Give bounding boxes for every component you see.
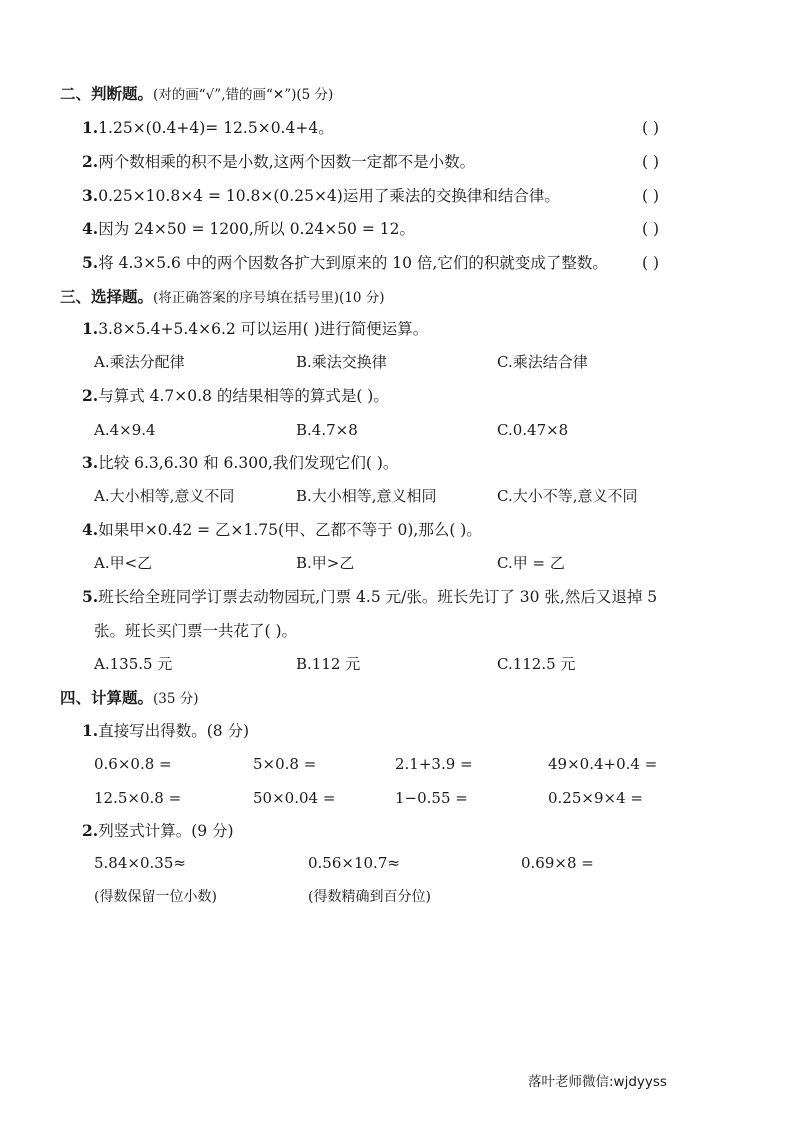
calc-question-1	[82, 721, 249, 741]
choice-question-text: 3.8×5.4+5.4×6.2 可以运用( )进行简便运算。	[98, 320, 429, 338]
choice-option-4c[interactable]: C.甲 = 乙	[497, 554, 565, 572]
judge-item-number: 3.	[82, 186, 99, 205]
judge-item-number: 4.	[82, 219, 99, 238]
judge-answer-box-4[interactable]: ( )	[642, 220, 660, 238]
judge-item-text: 1.25×(0.4+4)= 12.5×0.4+4。	[98, 119, 334, 137]
section-4-title: 四、计算题。	[60, 688, 154, 707]
oral-calc-item[interactable]: 0.6×0.8 =	[94, 755, 172, 773]
vertical-calc-item[interactable]: 0.69×8 =	[521, 854, 594, 872]
judge-item-text: 0.25×10.8×4 = 10.8×(0.25×4)运用了乘法的交换律和结合律。	[98, 187, 560, 205]
oral-calc-item[interactable]: 0.25×9×4 =	[548, 789, 643, 807]
oral-calc-item[interactable]: 5×0.8 =	[253, 755, 317, 773]
judge-item-3	[82, 186, 560, 206]
section-2-heading	[60, 84, 333, 105]
calc-question-2	[82, 821, 234, 841]
oral-calc-item[interactable]: 50×0.04 =	[253, 789, 336, 807]
judge-answer-box-5[interactable]: ( )	[642, 254, 660, 272]
choice-question-1	[82, 319, 428, 339]
calc-question-text: 列竖式计算。(9 分)	[98, 822, 234, 840]
choice-option-5a[interactable]: A.135.5 元	[94, 655, 173, 673]
choice-question-number: 1.	[82, 319, 99, 338]
oral-calc-item[interactable]: 12.5×0.8 =	[94, 789, 182, 807]
choice-option-3c[interactable]: C.大小不等,意义不同	[497, 487, 638, 505]
vertical-calc-item[interactable]: 5.84×0.35≈	[94, 854, 186, 872]
section-4-heading	[60, 688, 199, 709]
footer-watermark: 落叶老师微信:wjdyyss	[528, 1074, 667, 1090]
choice-option-4a[interactable]: A.甲<乙	[94, 554, 153, 572]
section-2-note: (对的画“√”,错的画“✕”)(5 分)	[153, 87, 334, 103]
choice-option-2b[interactable]: B.4.7×8	[296, 421, 358, 439]
oral-calc-item[interactable]: 49×0.4+0.4 =	[548, 755, 658, 773]
section-3-heading	[60, 287, 385, 308]
choice-question-number: 3.	[82, 453, 99, 472]
rounding-hint: (得数精确到百分位)	[308, 889, 431, 905]
choice-option-1c[interactable]: C.乘法结合律	[497, 353, 588, 371]
section-4-note: (35 分)	[153, 691, 199, 707]
vertical-calc-item[interactable]: 0.56×10.7≈	[308, 854, 400, 872]
judge-item-text: 因为 24×50 = 1200,所以 0.24×50 = 12。	[98, 220, 415, 238]
choice-question-text: 比较 6.3,6.30 和 6.300,我们发现它们( )。	[98, 454, 399, 472]
judge-item-5	[82, 253, 608, 273]
choice-option-4b[interactable]: B.甲>乙	[296, 554, 355, 572]
choice-option-3a[interactable]: A.大小相等,意义不同	[94, 487, 235, 505]
calc-question-number: 1.	[82, 721, 99, 740]
calc-question-text: 直接写出得数。(8 分)	[98, 722, 250, 740]
judge-item-number: 5.	[82, 253, 99, 272]
judge-item-1	[82, 118, 334, 138]
oral-calc-item[interactable]: 1−0.55 =	[395, 789, 468, 807]
rounding-hint: (得数保留一位小数)	[94, 889, 217, 905]
choice-question-2	[82, 386, 389, 406]
choice-question-4	[82, 520, 482, 540]
choice-option-3b[interactable]: B.大小相等,意义相同	[296, 487, 437, 505]
judge-item-text: 两个数相乘的积不是小数,这两个因数一定都不是小数。	[98, 153, 476, 171]
judge-answer-box-2[interactable]: ( )	[642, 153, 660, 171]
choice-option-1b[interactable]: B.乘法交换律	[296, 353, 387, 371]
section-2-title: 二、判断题。	[60, 84, 154, 103]
choice-option-5b[interactable]: B.112 元	[296, 655, 361, 673]
choice-question-text: 班长给全班同学订票去动物园玩,门票 4.5 元/张。班长先订了 30 张,然后又退掉 5	[98, 588, 658, 606]
choice-question-text: 如果甲×0.42 = 乙×1.75(甲、乙都不等于 0),那么( )。	[98, 521, 482, 539]
choice-question-number: 5.	[82, 587, 99, 606]
choice-option-2c[interactable]: C.0.47×8	[497, 421, 569, 439]
section-3-note: (将正确答案的序号填在括号里)(10 分)	[153, 290, 385, 306]
judge-item-text: 将 4.3×5.6 中的两个因数各扩大到原来的 10 倍,它们的积就变成了整数。	[98, 254, 608, 272]
choice-question-text: 与算式 4.7×0.8 的结果相等的算式是( )。	[98, 387, 389, 405]
judge-item-number: 1.	[82, 118, 99, 137]
judge-item-number: 2.	[82, 152, 99, 171]
judge-answer-box-3[interactable]: ( )	[642, 187, 660, 205]
choice-question-number: 4.	[82, 520, 99, 539]
choice-question-5-continued: 张。班长买门票一共花了( )。	[94, 622, 298, 640]
section-3-title: 三、选择题。	[60, 287, 154, 306]
choice-option-2a[interactable]: A.4×9.4	[94, 421, 156, 439]
choice-question-3	[82, 453, 398, 473]
judge-item-2	[82, 152, 475, 172]
choice-option-5c[interactable]: C.112.5 元	[497, 655, 576, 673]
calc-question-number: 2.	[82, 821, 99, 840]
choice-question-5	[82, 587, 657, 607]
oral-calc-item[interactable]: 2.1+3.9 =	[395, 755, 473, 773]
choice-question-number: 2.	[82, 386, 99, 405]
judge-item-4	[82, 219, 415, 239]
judge-answer-box-1[interactable]: ( )	[642, 119, 660, 137]
choice-option-1a[interactable]: A.乘法分配律	[94, 353, 185, 371]
